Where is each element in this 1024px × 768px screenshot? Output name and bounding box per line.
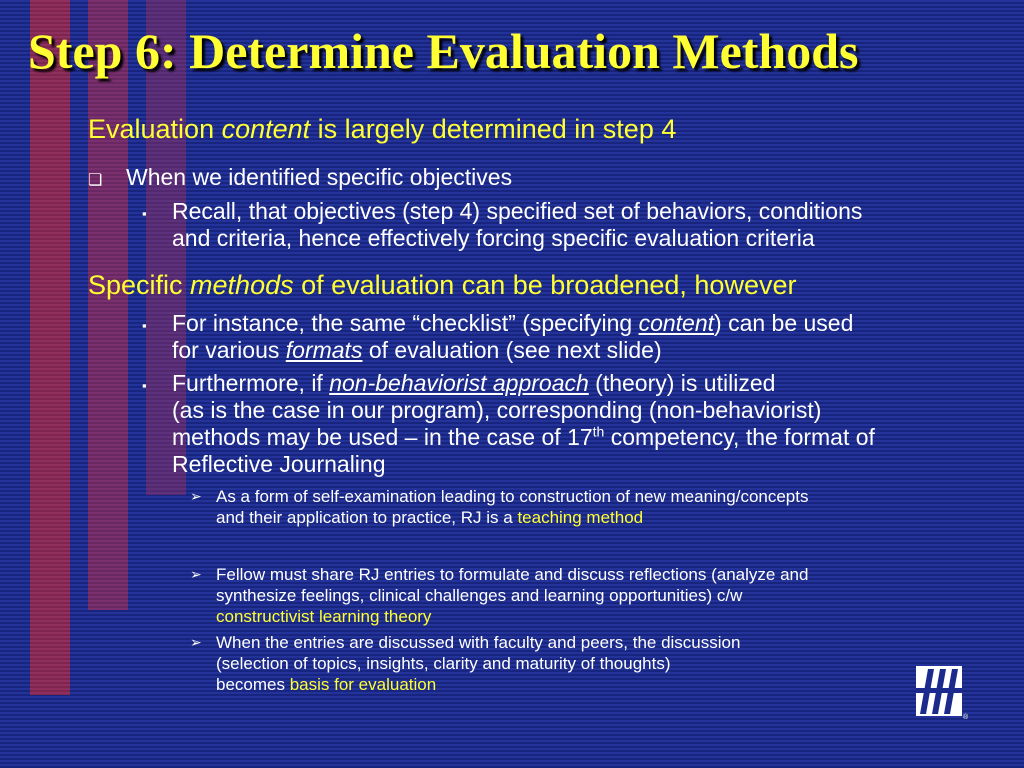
bullet-self-examination: As a form of self-examination leading to construction of new meaning/concepts and their application to practice, RJ is a teaching method xyxy=(216,487,809,527)
bullet-checklist: For instance, the same “checklist” (specifying content) can be used for various formats of evaluation (see next slide) xyxy=(172,310,854,363)
bullet-identified-objectives: When we identified specific objectives xyxy=(126,164,513,190)
arrow-bullet-icon: ➢ xyxy=(190,634,202,650)
small-square-bullet-icon: ▪ xyxy=(142,206,147,221)
bullet-recall-objectives: Recall, that objectives (step 4) specified set of behaviors, conditions and criteria, hence effectively forcing specific evaluation criteria xyxy=(172,198,863,251)
decorative-stripe xyxy=(88,0,128,610)
bullet-non-behaviorist: Furthermore, if non-behaviorist approach (theory) is utilized (as is the case in our program), corresponding (non-behaviorist) methods may be used – in the case of 17th competency, the format of Reflective Journaling xyxy=(172,370,875,477)
arrow-bullet-icon: ➢ xyxy=(190,488,202,504)
organization-logo-icon xyxy=(916,666,968,720)
heading-specific-methods: Specific methods of evaluation can be broadened, however xyxy=(88,270,797,300)
arrow-bullet-icon: ➢ xyxy=(190,566,202,582)
small-square-bullet-icon: ▪ xyxy=(142,378,147,393)
decorative-stripe xyxy=(30,0,70,695)
square-bullet-icon: ❏ xyxy=(88,172,103,189)
registered-mark: ® xyxy=(963,714,968,720)
bullet-share-rj-entries: Fellow must share RJ entries to formulate and discuss reflections (analyze and synthesize feelings, clinical challenges and learning opportunities) c/w constructivist learning theory xyxy=(216,565,809,626)
small-square-bullet-icon: ▪ xyxy=(142,318,147,333)
heading-evaluation-content: Evaluation content is largely determined in step 4 xyxy=(88,114,677,144)
slide-title: Step 6: Determine Evaluation Methods xyxy=(28,23,859,79)
bullet-discussion-evaluation: When the entries are discussed with faculty and peers, the discussion (selection of topics, insights, clarity and maturity of thoughts) becomes basis for evaluation xyxy=(216,633,741,694)
